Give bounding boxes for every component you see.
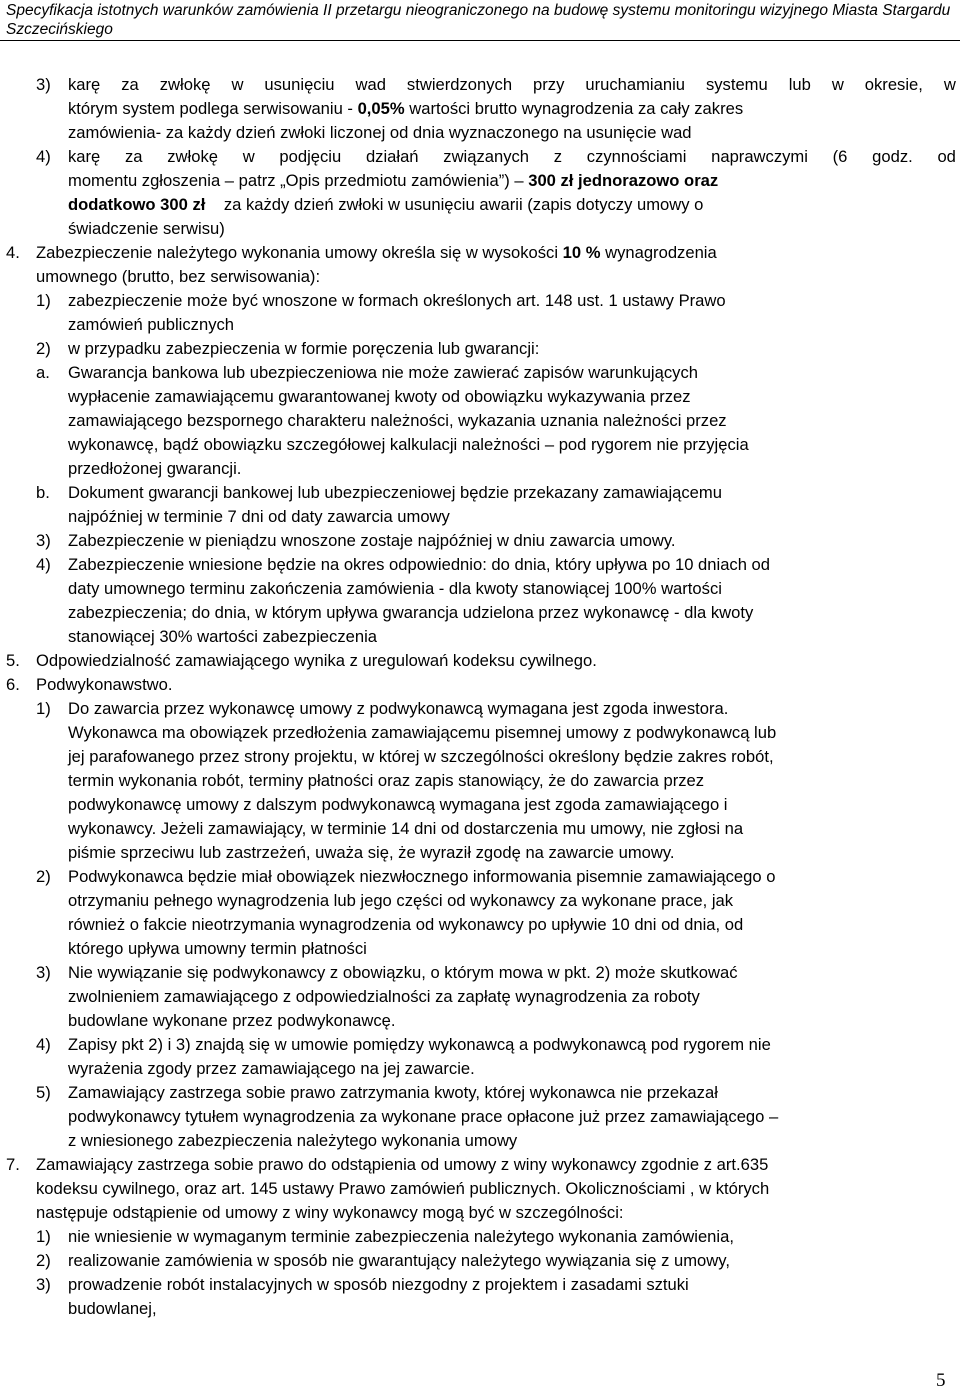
word: za — [121, 75, 139, 94]
list-marker: 3) — [36, 531, 51, 550]
text-line: piśmie sprzeciwu lub zastrzeżeń, uważa się, że wyraził zgodę na zawarcie umowy. — [68, 843, 675, 862]
text-segment: wartości brutto wynagrodzenia za cały zakres — [404, 99, 744, 118]
list-marker: 4) — [36, 147, 51, 166]
word: lub — [788, 75, 811, 94]
word: związanych — [443, 147, 530, 166]
text-line: wykonawcę, bądź obowiązku szczegółowej kalkulacji należności – pod rygorem nie przyjęcia — [68, 435, 749, 454]
text-line: otrzymaniu pełnego wynagrodzenia lub jego części od wykonawcy za wykonane prace, jak — [68, 891, 734, 910]
word: (6 — [832, 147, 848, 166]
page-number: 5 — [936, 1370, 946, 1391]
section-number: 7. — [6, 1155, 20, 1174]
list-marker: 1) — [36, 291, 51, 310]
text-line — [68, 146, 956, 169]
text-line: wyrażenia zgody przez zamawiającego na jej zawarcie. — [68, 1059, 475, 1078]
text-line: następuje odstąpienie od umowy z winy wykonawcy mogą być w szczególności: — [36, 1203, 624, 1222]
text-segment: którym system podlega serwisowaniu - — [68, 99, 358, 118]
text-line: najpóźniej w terminie 7 dni od daty zawarcia umowy — [68, 507, 450, 526]
text-line: wypłacenie zamawiającemu gwarantowanej kwoty od obowiązku wykazywania przez — [68, 387, 691, 406]
list-marker: 4) — [36, 1035, 51, 1054]
list-marker: 1) — [36, 699, 51, 718]
text-line: Do zawarcia przez wykonawcę umowy z podwykonawcą wymagana jest zgoda inwestora. — [68, 699, 729, 718]
list-marker: 2) — [36, 1251, 51, 1270]
list-marker: 5) — [36, 1083, 51, 1102]
text-line — [68, 98, 956, 121]
word: za — [125, 147, 143, 166]
text-line — [36, 242, 717, 265]
text-segment: momentu zgłoszenia – patrz „Opis przedmiotu zamówienia”) – — [68, 171, 529, 190]
word: karę — [68, 75, 101, 94]
word: usunięciu — [264, 75, 335, 94]
bold-amount: 300 zł jednorazowo oraz — [528, 171, 719, 190]
text-line: Zabezpieczenie wniesione będzie na okres odpowiednio: do dnia, który upływa po 10 dniach od — [68, 555, 771, 574]
text-line — [68, 170, 956, 193]
text-line: budowlanej, — [68, 1299, 157, 1318]
text-line: prowadzenie robót instalacyjnych w sposób niezgodny z projektem i zasadami sztuki — [68, 1275, 689, 1294]
text-line: Podwykonawstwo. — [36, 675, 173, 694]
text-line: wykonawcy. Jeżeli zamawiający, w terminie 14 dni od dostarczenia mu umowy, nie zgłosi na — [68, 819, 744, 838]
text-line: zamówienia- za każdy dzień zwłoki liczonej od dnia wyznaczonego na usunięcie wad — [68, 123, 692, 142]
text-segment: Zabezpieczenie należytego wykonania umowy określa się w wysokości — [36, 243, 563, 262]
text-line: Podwykonawca będzie miał obowiązek niezwłocznego informowania pisemnie zamawiającego o — [68, 867, 776, 886]
text-line: Zamawiający zastrzega sobie prawo zatrzymania kwoty, której wykonawca nie przekazał — [68, 1083, 718, 1102]
text-line — [68, 194, 956, 217]
text-line: Dokument gwarancji bankowej lub ubezpieczeniowej będzie przekazany zamawiającemu — [68, 483, 722, 502]
text-segment: wynagrodzenia — [600, 243, 717, 262]
text-line: Zamawiający zastrzega sobie prawo do odstąpienia od umowy z winy wykonawcy zgodnie z art.635 — [36, 1155, 769, 1174]
section-number: 5. — [6, 651, 20, 670]
list-marker: 2) — [36, 339, 51, 358]
word: godz. — [872, 147, 913, 166]
text-line: w przypadku zabezpieczenia w formie poręczenia lub gwarancji: — [68, 339, 540, 358]
document-header — [6, 1, 954, 39]
word: przy — [533, 75, 565, 94]
list-marker: a. — [36, 363, 50, 382]
word: w — [943, 75, 956, 94]
word: w — [831, 75, 844, 94]
text-line: Zapisy pkt 2) i 3) znajdą się w umowie pomiędzy wykonawcą a podwykonawcą pod rygorem nie — [68, 1035, 771, 1054]
text-segment: za każdy dzień zwłoki w usunięciu awarii (zapis dotyczy umowy o — [223, 195, 704, 214]
text-line: zabezpieczenie może być wnoszone w formach określonych art. 148 ust. 1 ustawy Prawo — [68, 291, 726, 310]
text-line: zamówień publicznych — [68, 315, 235, 334]
text-line: nie wniesienie w wymaganym terminie zabezpieczenia należytego wykonania zamówienia, — [68, 1227, 734, 1246]
word: zwłokę — [167, 147, 218, 166]
header-title: Specyfikacja istotnych warunków zamówienia II przetargu nieograniczonego na budowę systemu monitoringu wizyjnego Miasta Stargardu Szczecińskiego — [6, 2, 951, 38]
word: naprawczymi — [711, 147, 808, 166]
text-line: budowlane wykonane przez podwykonawcę. — [68, 1011, 396, 1030]
list-marker: b. — [36, 483, 50, 502]
word: w — [242, 147, 255, 166]
list-marker: 1) — [36, 1227, 51, 1246]
text-line: stanowiącej 30% wartości zabezpieczenia — [68, 627, 377, 646]
word: okresie, — [864, 75, 923, 94]
text-line: świadczenie serwisu) — [68, 219, 225, 238]
text-line: Nie wywiązanie się podwykonawcy z obowiązku, o którym mowa w pkt. 2) może skutkować — [68, 963, 738, 982]
word: czynnościami — [586, 147, 687, 166]
section-number: 6. — [6, 675, 20, 694]
section-number: 4. — [6, 243, 20, 262]
word: działań — [365, 147, 419, 166]
word: uruchamianiu — [585, 75, 685, 94]
bold-amount: dodatkowo 300 zł — [68, 195, 206, 214]
word: z — [553, 147, 563, 166]
list-marker: 3) — [36, 75, 51, 94]
text-line: termin wykonania robót, terminy płatności oraz zapis stanowiący, że do zawarcia przez — [68, 771, 705, 790]
text-line: daty umownego terminu zakończenia zamówienia - dla kwoty stanowiącej 100% wartości — [68, 579, 722, 598]
list-marker: 3) — [36, 963, 51, 982]
header-divider — [0, 40, 960, 41]
text-line: kodeksu cywilnego, oraz art. 145 ustawy Prawo zamówień publicznych. Okolicznościami , w których — [36, 1179, 770, 1198]
word: wad — [355, 75, 386, 94]
text-line: jej parafowanego przez strony projektu, w której w szczególności określony będzie zakres robót, — [68, 747, 774, 766]
text-line: również o fakcie nieotrzymania wynagrodzenia od wykonawcy po upływie 10 dni od dnia, od — [68, 915, 744, 934]
word: karę — [68, 147, 101, 166]
text-line — [68, 74, 956, 97]
word: systemu — [705, 75, 768, 94]
word: podjęciu — [279, 147, 342, 166]
text-line: Gwarancja bankowa lub ubezpieczeniowa nie może zawierać zapisów warunkujących — [68, 363, 698, 382]
word: w — [231, 75, 244, 94]
list-marker: 2) — [36, 867, 51, 886]
text-line: Zabezpieczenie w pieniądzu wnoszone zostaje najpóźniej w dniu zawarcia umowy. — [68, 531, 676, 550]
text-line: Wykonawca ma obowiązek przedłożenia zamawiającemu pisemnej umowy z podwykonawcą lub — [68, 723, 777, 742]
list-marker: 3) — [36, 1275, 51, 1294]
bold-percent: 10 % — [562, 243, 601, 262]
text-line: którego upływa umowny termin płatności — [68, 939, 367, 958]
bold-rate: 0,05% — [357, 99, 405, 118]
word: stwierdzonych — [406, 75, 513, 94]
text-line: z wniesionego zabezpieczenia należytego wykonania umowy — [68, 1131, 518, 1150]
text-line: zabezpieczenia; do dnia, w którym upływa gwarancja udzielona przez wykonawcę - dla kwoty — [68, 603, 754, 622]
text-line: zamawiającego bezspornego charakteru należności, wykazania uznania należności przez — [68, 411, 727, 430]
text-line: Odpowiedzialność zamawiającego wynika z uregulowań kodeksu cywilnego. — [36, 651, 597, 670]
text-line: realizowanie zamówienia w sposób nie gwarantujący należytego wywiązania się z umowy, — [68, 1251, 730, 1270]
text-line: przedłożonej gwarancji. — [68, 459, 242, 478]
text-line: podwykonawcy tytułem wynagrodzenia za wykonane prace opłacone już przez zamawiającego – — [68, 1107, 779, 1126]
text-line: zwolnieniem zamawiającego z odpowiedzialności za zapłatę wynagrodzenia za roboty — [68, 987, 700, 1006]
word: od — [937, 147, 956, 166]
text-line: umownego (brutto, bez serwisowania): — [36, 267, 321, 286]
word: zwłokę — [159, 75, 211, 94]
list-marker: 4) — [36, 555, 51, 574]
text-line: podwykonawcę umowy z dalszym podwykonawcą wymagana jest zgoda zamawiającego i — [68, 795, 728, 814]
